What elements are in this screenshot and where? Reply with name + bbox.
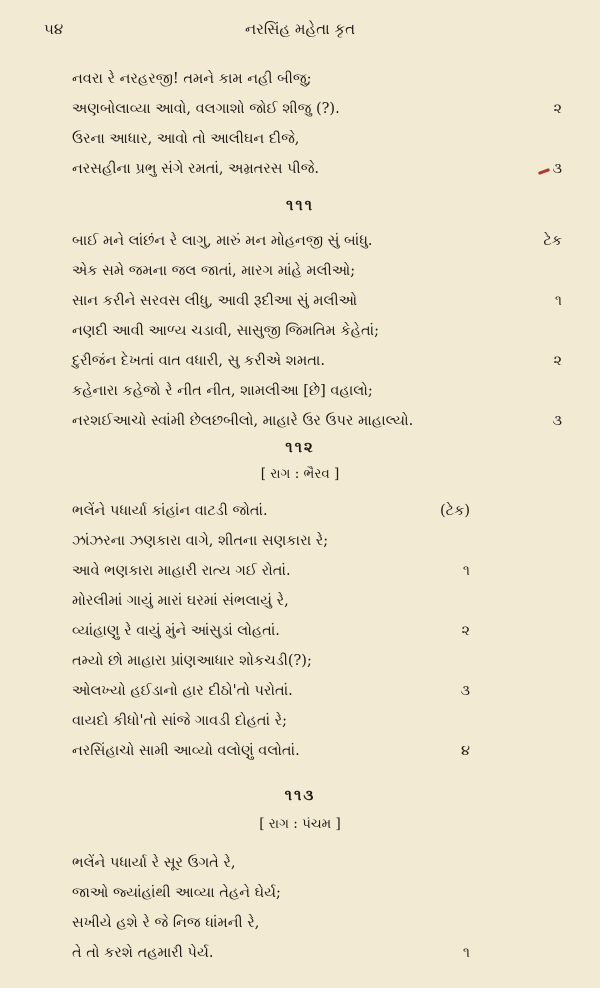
verse-line: તમ્યો છો માહારા પ્રાંણઆધાર શોકચડી(?); [72, 653, 312, 669]
verse-line: તે તો કરશે તહમારી પેર્ય. ૧ [72, 938, 470, 968]
verse-line: નરસિંહાચો સામી આવ્યો વલોણું વલોતાં. ૪ [72, 736, 470, 766]
verse-number: ૨ [553, 353, 562, 369]
verse-line: સાન કરીને સરવસ લીધુ, આવી રૂદીઆ સું મલીઓ ૧ [72, 286, 562, 316]
verse-line: કહેનારા કહેજો રે નીત નીત, શામલીઆ [છે] વહાલો; [72, 383, 373, 399]
poem-113 [72, 848, 562, 968]
poem-111 [72, 226, 562, 436]
poem-112 [72, 496, 562, 766]
verse-number: ૪ [461, 743, 470, 759]
verse-number: ટેક [543, 233, 562, 249]
verse-line: આવે ભણકારા માહારી રાત્ય ગઈ રોતાં. ૧ [72, 556, 470, 586]
verse-line: ભલેંને પધાર્યા કાંહાંન વાટડી જોતાં. (ટેક) [72, 496, 562, 526]
verse-line: બાઈ મને લાંછંન રે લાગુ, મારું મન મોહનજી સું બાંધુ. ટેક [72, 226, 562, 256]
poem-number: ૧૧૧ [285, 196, 315, 214]
verse-number: ૩ [552, 413, 562, 429]
verse-line: નરશઈઆચો સ્વાંમી છેલછબીલો, માહારે ઉર ઉપર માહાલ્યો. ૩ [72, 406, 562, 436]
verse-number: ૧ [462, 945, 470, 961]
verse-line: અણબોલાવ્યા આવો, વલગાશો જોઈ શીજુ (?). ૨ [72, 94, 562, 124]
poem-number: ૧૧૨ [285, 438, 315, 456]
verse-number: ૨ [553, 101, 562, 117]
verse-number: ૨ [461, 623, 470, 639]
refrain-mark: (ટેક) [440, 503, 470, 519]
verse-line: ઓલખ્યો હઈડાનો હાર દીઠો'તો પરોતાં. ૩ [72, 676, 470, 706]
raga-label: [ રાગ : ભૈરવ ] [260, 466, 340, 482]
verse-line: નરસહીના પ્રભુ સંગે રમતાં, અમ્રતરસ પીજે. ૩ [72, 154, 562, 184]
raga-label: [ રાગ : પંચમ ] [259, 816, 341, 832]
verse-line: મોરલીમાં ગાયું મારાં ઘરમાં સંભલાયું રે, [72, 593, 289, 609]
verse-number: ૩ [552, 161, 562, 177]
page-number: ૫૪ [44, 20, 64, 38]
verse-line: નણદી આવી આળ્ય ચડાવી, સાસુજી જિમતિમ કેહેતાં; [72, 323, 379, 339]
verse-line: એક સમે જમના જલ જાતાં, મારગ માંહે મલીઓ; [72, 263, 356, 279]
continuation-block [72, 64, 562, 184]
verse-number: ૧ [554, 293, 562, 309]
poem-number: ૧૧૩ [284, 786, 316, 804]
verse-line: વ્યાંહાણુ રે વાયું મુંને આંસુડાં લોહતાં. ૨ [72, 616, 470, 646]
verse-line: ભલેંને પધાર્યા રે સૂર ઉગતે રે, [72, 855, 236, 871]
book-title: નરસિંહ મહેતા કૃત [244, 20, 356, 38]
verse-line: જાઓ જ્યાંહાંથી આવ્યા તેહને ઘેર્ય; [72, 885, 281, 901]
running-head [0, 20, 600, 44]
verse-line: ઝાંઝરના ઝણકારા વાગે, શીતના સણકારા રે; [72, 533, 329, 549]
verse-line: ઉરના આધાર, આવો તો આલીઘન દીજે, [72, 131, 300, 147]
verse-line: વાયદો કીધો'તો સાંજે ગાવડી દોહતાં રે; [72, 713, 288, 729]
verse-line: દુરીજંન દેખતાં વાત વધારી, સુ કરીએ શમતા. ૨ [72, 346, 562, 376]
verse-number: ૩ [460, 683, 470, 699]
verse-line: સખીયે હશે રે જે નિજ ધાંમની રે, [72, 915, 260, 931]
verse-line: નવરા રે નરહરજી! તમને કામ નહી બીજુ; [72, 71, 312, 87]
verse-number: ૧ [462, 563, 470, 579]
